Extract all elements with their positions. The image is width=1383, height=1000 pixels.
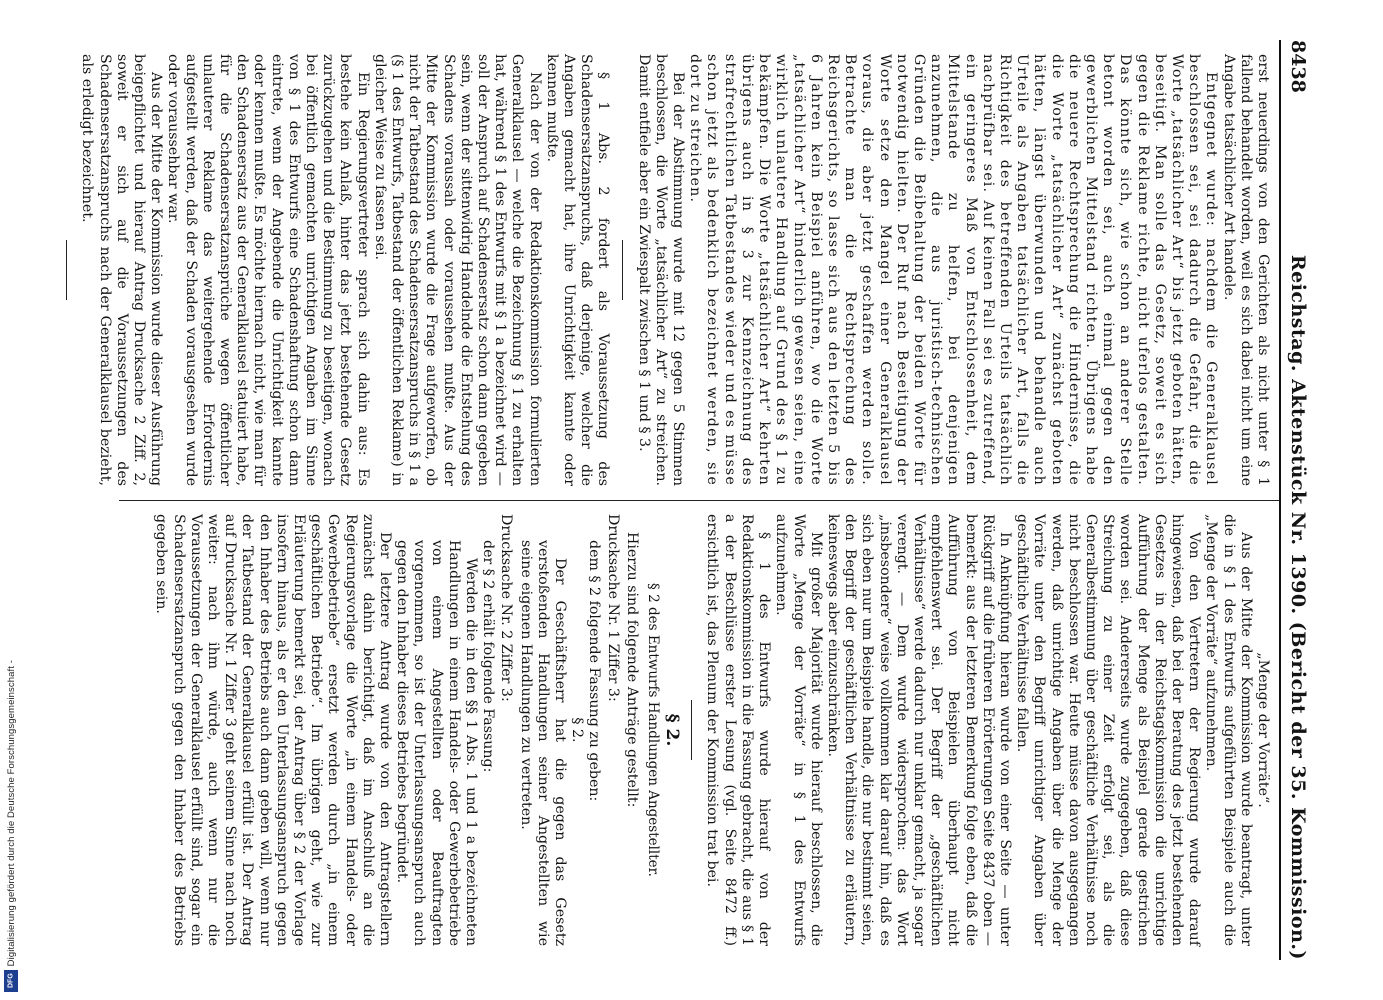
paragraph: Hierzu sind folgende Anträge gestellt: — [623, 532, 640, 808]
proposal-instruction: dem § 2 folgende Fassung zu geben: — [586, 540, 603, 802]
column-divider — [119, 500, 1279, 501]
proposal-instruction: der § 2 erhält folgende Fassung: — [480, 540, 497, 773]
paragraph: erst neuerdings von den Gerichten als nicht unter § 1 fallend behandelt worden, weil es sich dabei nicht um eine Angabe tatsächlicher Art handele. — [1220, 54, 1271, 486]
separator-rule — [691, 700, 692, 760]
paragraph: Ein Regierungsvertreter sprach sich dahin aus: Es bestehe kein Anlaß, hinter das jetzt bestehende Gesetz zurückzugehen und die Bestimmung zu beseitigen, wonach bei öffentlich gemachten unrichtigen Angaben im Sinne von § 1 des Entwurfs eine Schadenshaftung schon dann eintrete, wenn der Angebende die Unrichtigkeit kannte oder kennen mußte. Es möchte hiernach nicht, wie man für den Schadensersatz aus der Generalklausel statuiert habe, für die Schadensersatzansprüche wegen öffentlicher unlauterer Reklame das weitergehende Erfordernis aufgestellt werden, daß der Schaden vorausgesehen wurde oder voraussehbar war. — [165, 54, 371, 486]
left-column — [79, 40, 1279, 500]
paragraph: Bei der Abstimmung wurde mit 12 gegen 5 Stimmen beschlossen, die Worte „tatsächlicher Art“ zu streichen. Damit entfiele aber ein Zwiespalt zwischen § 1 und § 3. — [635, 54, 687, 486]
paragraph: Nach der von der Redaktionskommission formulierten Generalklausel — welche die Bezeichnung § 1 zu erhalten hat, während § 1 des Entwurfs mit § 1 a bezeichnet wird — soll der Anspruch auf Schadensersatz schon dann gegeben sein, wenn der sittenwidrig Handelnde die Entstehung des Schadens voraussah oder voraussehen mußte. Aus der Mitte der Kommission wurde die Frage aufgeworfen, ob nicht der Tatbestand des Schadensersatzanspruchs in § 1 a (§ 1 des Entwurfs, Tatbestand der öffentlichen Reklame) in gleicher Weise zu fassen sei. — [371, 54, 543, 486]
page-header — [1279, 40, 1309, 960]
paragraph: Aus der Mitte der Kommission wurde beantragt, unter die in § 1 des Entwurfs aufgeführten Beispiele auch die „Menge der Vorräte“ aufzunehmen. — [1203, 514, 1254, 946]
paragraph: In Anknüpfung hieran wurde von einer Seite — unter Rückgriff auf die früheren Erörterungen Seite 8437 oben — bemerkt: aus der letzteren Bemerkung folge eben, daß die Aufführung von Beispielen überhaupt nicht empfehlenswert sei. Der Begriff der „geschäftlichen Verhältnisse“ werde dadurch nur unklar gemacht, ja sogar verengt. — Dem wurde widersprochen: das Wort „insbesondere“ weise vollkommen klar darauf hin, daß es sich eben nur um Beispiele handle, die nur bestimmt seien, den Begriff der geschäftlichen Verhältnisse zu erläutern, keineswegs aber einzuschränken. — [824, 514, 1013, 946]
quoted-heading: „Menge der Vorräte“. — [1255, 652, 1271, 808]
paragraph: Von den Vertretern der Regierung wurde darauf hingewiesen, daß bei der Beratung des jetzt bestehenden Gesetzes in der Reichstagskommission die unrichtige Aufführung der Menge als Beispiel gerade gestrichen worden sei. Andererseits wurde zugegeben, daß diese Streichung zu einer Zeit erfolgt sei, als die Generalbestimmung über geschäftliche Verhältnisse noch nicht beschlossen war. Heute müsse davon ausgegangen werden, daß unrichtige Angaben über die Menge der Vorräte unter den Begriff unrichtiger Angaben über geschäftliche Verhältnisse fallen. — [1014, 514, 1203, 946]
paragraph: Der letztere Antrag wurde von den Antragstellern zunächst dahin berichtigt, daß im Anschluß an die Regierungsvorlage die Worte „in einem Handels- oder Gewerbebetriebe“ ersetzt werden durch „in einem geschäftlichen Betriebe“. Im übrigen geht, wie zur Erläuterung bemerkt sei, der Antrag über § 2 der Vorlage insofern hinaus, als er den Unterlassungsanspruch gegen den Inhaber des Betriebs auch dann geben will, wenn nur der Tatbestand der Generalklausel erfüllt ist. Der Antrag auf Drucksache Nr. 1 Ziffer 3 geht seinem Sinne nach noch weiter: nach ihm würde, auch wenn nur die Voraussetzungen der Generalklausel erfüllt sind, sogar ein Schadensersatzanspruch gegen den Inhaber des Betriebs gegeben sein. — [153, 514, 394, 946]
paragraph: Aus der Mitte der Kommission wurde dieser Ausführung beigepflichtet und hierauf Antrag Drucksache 2 Ziff. 2, soweit er sich auf die Voraussetzungen des Schadensersatzanspruchs nach der Generalklausel bezieht, als erledigt bezeichnet. — [79, 54, 165, 486]
proposal-label: Drucksache Nr. 2 Ziffer 3: — [498, 514, 515, 702]
digitization-credit — [0, 0, 22, 1000]
right-column — [99, 500, 1279, 960]
scanned-page-area — [79, 0, 1383, 1000]
dfg-logo-icon: DFG — [4, 970, 18, 992]
text-columns — [79, 40, 1279, 960]
document-page — [79, 0, 1315, 1000]
quoted-section-sign: § 2. — [569, 717, 586, 743]
proposal-label: Drucksache Nr. 1 Ziffer 3: — [604, 514, 621, 702]
separator-rule — [66, 240, 67, 300]
paragraph: Entgegnet wurde: nachdem die Generalklausel beschlossen sei, sei dadurch die Gefahr, die die Worte „tatsächlicher Art“ bis jetzt geboten hätten, beseitigt. Man solle das Gesetz, soweit es sich gegen die Reklame richte, nicht uferlos gestalten. Das könnte sich, wie schon an anderer Stelle betont worden sei, auch einmal gegen den gewerblichen Mittelstand richten. Übrigens habe die neuere Rechtsprechung die Hindernisse, die die Worte „tatsächlicher Art“ zunächst geboten hätten, längst überwunden und behandle auch Urteile als Angaben tatsächlicher Art, falls die Richtigkeit des betreffenden Urteils tatsächlich nachprüfbar sei. Auf keinen Fall sei es zutreffend, ein geringeres Maß von Entschlossenheit, dem Mittelstande zu helfen, bei denjenigen anzunehmen, die aus juristisch-technischen Gründen die Beibehaltung der beiden Worte für notwendig hielten. Der Ruf nach Beseitigung der Worte setze den Mangel einer Generalklausel voraus, die aber jetzt geschaffen werden solle. Betrachte man die Rechtsprechung des Reichsgerichts, so lasse sich aus den letzten 5 bis 6 Jahren kein Beispiel anführen, wo die Worte „tatsächlicher Art“ hinderlich gewesen seien, eine wirklich unlautere Handlung auf Grund des § 1 zu bekämpfen. Die Worte „tatsächlicher Art“ kehrten übrigens auch in § 3 zur Kennzeichnung des strafrechtlichen Tatbestandes wieder und es müsse schon jetzt als bedenklich bezeichnet werden, sie dort zu streichen. — [687, 54, 1220, 486]
section-heading: § 2. — [662, 713, 683, 747]
page-number: 8438 — [1287, 40, 1309, 93]
separator-rule — [622, 240, 623, 300]
credit-text: Digitalisierung gefördert durch die Deutsche Forschungsgemeinschaft - — [5, 659, 17, 966]
proposal-text: Werden die in den §§ 1 Abs. 1 und 1 a bezeichneten Handlungen in einem Handels- oder Gewerbebetriebe von einem Angestellten oder Beauftragten vorgenommen, so ist der Unterlassungsanspruch auch gegen den Inhaber dieses Betriebes begründet. — [394, 540, 480, 946]
running-title: Reichstag. Aktenstück Nr. 1390. (Bericht der 35. Kommission.) — [1287, 254, 1309, 960]
paragraph: Mit großer Majorität wurde hierauf beschlossen, die Worte „Menge der Vorräte“ in § 1 des Entwurfs aufzunehmen. — [773, 514, 824, 946]
proposal-text: Der Geschäftsherr hat die gegen das Gesetz verstoßenden Handlungen seiner Angestellten wie seine eigenen Handlungen zu vertreten. — [517, 540, 569, 946]
paragraph: § 1 des Entwurfs wurde hierauf von der Redaktionskommission in die Fassung gebracht, die aus § 1 a der Beschlüsse erster Lesung (vgl. Seite 8472 ff.) ersichtlich ist, das Plenum der Kommission trat bei. — [704, 514, 773, 946]
section-subtitle: § 2 des Entwurfs Handlungen Angestellter. — [645, 583, 662, 877]
paragraph: § 1 Abs. 2 fordert als Voraussetzung des Schadensersatzanspruchs, daß derjenige, welcher die Angaben gemacht hat, ihre Unrichtigkeit kannte oder kennen mußte. — [543, 54, 612, 486]
